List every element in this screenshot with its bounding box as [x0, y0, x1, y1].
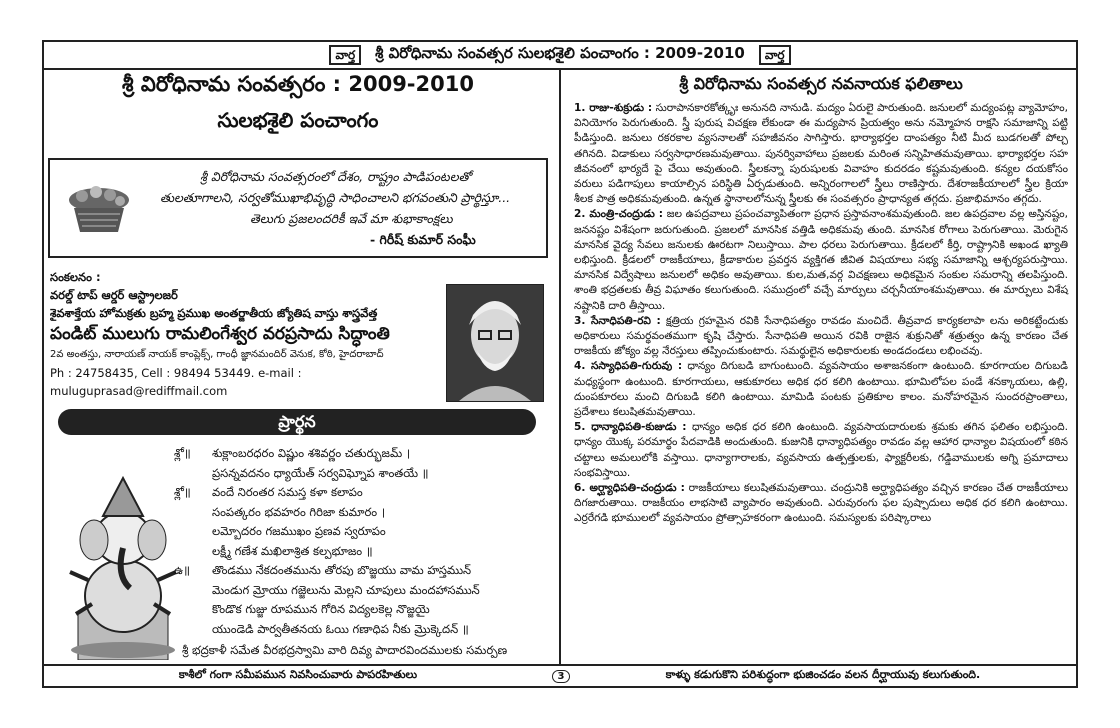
compiler-name: పండిట్ ములుగు రామలింగేశ్వర వరప్రసాదు సిద్ధాంతి — [50, 324, 390, 344]
ganesha-illustration-icon — [58, 464, 188, 660]
vaartha-logo-right: వార్త — [759, 45, 791, 65]
right-title: శ్రీ విరోధినామ సంవత్సర నవనాయక ఫలితాలు — [679, 74, 963, 93]
paragraph-text: జల ఉపద్రవాలు ప్రపంచవ్యాపితంగా ప్రధాన ప్రస్తావనాంశమవుతుంది. జల ఉపద్రవాల వల్ల అస్తినష్టం, జననష్టం విశేషంగా జరుగుతుంది. ప్రజలలో మానసిక వత్తిడి అధికమవు తుంది. మానసిక రోగాలు పెరుగుతాయి. మెరుగైన మానసిక వైద్య సేవలు జనులకు ఊరటగా నిలుస్తాయి. పాల ధరలు పెరుగుతాయి. క్రీడలలో కీర్తి, రాష్ట్రానికి అఖండ ఖ్యాతి లభిస్తుంది. క్రీడలలో రాజకీయాలు, క్రీడాకారుల ప్రవర్తన వ్యక్తిగత జీవిత విషయాలు సభ్య సమాజాన్ని ఆశ్చర్యపరుస్తాయి. మానసిక విద్వేషాలు జనులలో అధికం అవుతాయి. కుల,మత,వర్గ విచక్షణలు అధికమైన సంకుల సమరాన్ని తలపిస్తుంది. శాంతి భద్రతలకు తీవ్ర విఘాతం కలుగుతుంది. సముద్రంలో వచ్చే మార్పులు చర్చనీయాంశమవుతాయి. ఈ మార్పులు విశేష నష్టానికి దారి తీస్తాయి. — [574, 208, 1068, 312]
page — [42, 40, 1078, 688]
paragraph — [574, 481, 1068, 527]
verse-block — [174, 561, 546, 639]
paragraph-text: సురాపానకారకోత్కృః అనునది నానుడి. మద్యం ఏరులై పారుతుంది. జనులలో మద్యంపట్ల వ్యామోహం, వినియోగం పెరుగుతుంది. స్త్రీ పురుష విచక్షణ లేకుండా ఈ మద్యపాన ప్రియత్వం అను నమ్మోహన రాక్షసి సమాజాన్ని పట్టి పీడిస్తుంది. జనులు రకరకాల వ్యసనాలతో సహజీవనం సాగిస్తారు. భార్యాభర్తల దాంపత్యం నీటి మీద బుడగలతో పోల్చ తగినది. విడాకులు సర్వసాధారణమవుతాయి. పునర్వివాహాలు ప్రజలకు మరింత సన్నిహితమవుతాయి. భార్యాభర్తల సహ జీవనంలో భార్యదే పై చేయి అవుతుంది. స్త్రీలకన్నా పురుషులకు వివాహం కుదరడం కష్టమవుతుంది. కన్యల దయకోసం వరులు పడిగాపులు కాయాల్సిన పరిస్థితి ఏర్పడుతుంది. అన్నిరంగాలలో స్త్రీలు రాణిస్తారు. దేశరాజకీయాలలో స్త్రీల క్రియా శీలక పాత్ర అధికమవుతుంది. ఉన్నత స్థానాలలోనున్న స్త్రీలకు ఈ సంవత్సరం ప్రాధాన్యత తగ్గదు. ప్రజాభిమానం తగ్గదు. — [574, 102, 1068, 206]
greeting-line-1: శ్రీ విరోధినామ సంవత్సరంలో దేశం, రాష్ట్రం పాడిపంటలతో — [200, 169, 471, 184]
verse-line: శుక్లాంబరధరం విష్ణుం శశివర్ణం చతుర్భుజమ్ । — [212, 446, 411, 460]
verse-tag: ఉ॥ — [174, 563, 191, 577]
portrait-icon — [447, 285, 543, 401]
prayer-verses — [174, 444, 546, 661]
column-divider — [552, 70, 568, 664]
vaartha-logo-left: వార్త — [329, 45, 361, 65]
page-footer — [44, 664, 1076, 686]
footer-right-text: కాళ్ళు కడుగుకొని పరిశుద్ధంగా భుజించడం వలన దీర్ఘాయువు కలుగుతుంది. — [665, 668, 981, 681]
verse-line: మెండుగ మ్రోయు గజ్జెలును మెల్లని చూపులు మందహాసమున్ — [212, 582, 480, 597]
footer-left-text: కాశీలో గంగా సమీపమున నివసించువారు పాపరహితులు — [178, 668, 418, 681]
left-column — [44, 70, 552, 664]
verse-line: తొండము నేకదంతమును తోరపు బొజ్జయు వామ హస్తమున్ — [212, 563, 472, 577]
verse-line: లక్ష్మీ గణేశ మఖిలాశ్రిత కల్పభూజం ॥ — [212, 543, 373, 558]
paragraph — [574, 314, 1068, 360]
page-number: 3 — [552, 670, 570, 683]
left-subtitle: సులభశైలి పంచాంగం — [217, 108, 379, 132]
paragraph — [574, 359, 1068, 420]
right-column — [568, 70, 1076, 664]
compiler-contact: Ph : 24758435, Cell : 98494 53449. e-mail : muluguprasad@rediffmail.com — [50, 366, 302, 398]
greeting-line-3: తెలుగు ప్రజలందరికీ ఇవే మా శుభాకాంక్షలు — [250, 211, 453, 226]
flower-basket-icon — [64, 184, 134, 236]
paragraph-heading: 4. సస్యాధిపతి-గురువు : — [574, 360, 683, 373]
paragraph — [574, 207, 1068, 313]
verse-tag: శ్లో॥ — [174, 485, 191, 499]
paragraph — [574, 101, 1068, 207]
paragraph-text: క్షత్రియ గ్రహమైన రవికి సేనాధిపత్యం రావడం మంచిదే. తీవ్రవాద కార్యకలాపా లను అరికట్టేందుకు అధికారులు సమర్థవంతముగా కృషి చేస్తారు. సేనాధిపతి అయిన రవికి రాజైన శుక్రునితో శత్రుత్వం ఉన్న కారణం చేత రాజకీయ జోక్యం వల్ల నేరస్తులు తప్పించుకుంటారు. సమర్థులైన అధికారులకు అండదండలు లభించవు. — [574, 314, 1068, 358]
greeting-line-2: తులతూగాలని, సర్వతోముఖాభివృద్ధి సాధించాలని భగవంతుని ప్రార్థిస్తూ... — [160, 190, 511, 205]
verse-block — [174, 444, 546, 483]
paragraph — [574, 420, 1068, 481]
compiler-label: సంకలనం : — [50, 270, 101, 284]
verse-tag: శ్లో॥ — [174, 446, 191, 460]
greeting-box — [48, 158, 548, 258]
compiler-address: 2వ అంతస్తు, నారాయణ్ నాయక్ కాంప్లెక్స్, గాంధీ జ్ఞానమందిర్ వెనుక, కోఠి, హైదరాబాద్ — [50, 349, 384, 360]
page-header-title: శ్రీ విరోధినామ సంవత్సర సులభశైలి పంచాంగం : 2009-2010 — [375, 44, 745, 62]
greeting-signature: - గిరీష్ కుమార్ సంఘీ — [370, 232, 476, 247]
verse-block — [174, 483, 546, 561]
paragraph-heading: 5. ధాన్యాధిపతి-కుజుడు : — [574, 421, 687, 434]
compiler-line-1: వరల్డ్ టాప్ ఆర్డర్ ఆస్ట్రాలజర్ — [50, 288, 178, 302]
compiler-line-2: శైవశాక్తేయ హోమక్రతు బ్రహ్మ ప్రముఖ అంతర్జాతీయ జ్యోతిష వాస్తు శాస్త్రవేత్త — [50, 306, 378, 320]
verse-line: యుండెడి పార్వతీతనయ ఓయి గణాధిప నీకు మ్రొక్కెదన్ ॥ — [212, 621, 469, 636]
verse-line: సంపత్కరం భవహరం గిరిజా కుమారం । — [212, 504, 386, 519]
paragraph-text: రాజకీయాలు కలుషితమవుతాయి. చంద్రునికి అర్ఘ్యాధిపత్యం వచ్చిన కారణం చేత రాజకీయాలు దిగజారుతాయి. రాజకీయం లాభసాటి వ్యాపారం అవుతుంది. ఎరువురంగు ఫల పుష్పాదులు అధిక ధర కలిగి ఉంటాయి. ఎర్రరేగడి భూములలో వ్యవసాయం ప్రోత్సాహకరంగా ఉంటుంది. సమస్యలకు పరిష్కారాలు — [574, 482, 1069, 525]
verse-line: లమ్బోదరం గజముఖం ప్రణవ స్వరూపం — [212, 524, 386, 538]
paragraph-text: ధాన్యం దిగుబడి బాగుంటుంది. వ్యవసాయం అశాజనకంగా ఉంటుంది. కూరగాయల దిగుబడి మధ్యస్థంగా ఉంటుంది. కూరగాయలు, ఆకుకూరలు అధిక ధర కలిగి ఉంటాయి. భూమిలోపల పండే శనక్కాయలు, ఉల్లి, దుంపకూరలు మంచి దిగుబడి కలిగి ఉంటాయి. మామిడి పంటకు ప్రతికూల కాలం. మనోహరమైన సుందరప్రాంతాలు, ప్రదేశాలు కలుషితమవుతాయి. — [574, 360, 1069, 419]
paragraph-text: ధాన్యం అధిక ధర కలిగి ఉంటుంది. వ్యవసాయదారులకు శ్రమకు తగిన ఫలితం లభిస్తుంది. ధాన్యం యొక్క పరమార్థం పేదవాడికి అందుతుంది. కుజునికి ధాన్యాధిపత్యం రావడం వల్ల ఆహార ధాన్యాల విషయంలో కఠిన చట్టాలు అమలులోకి వస్తాయి. ధాన్యాగారాలకు, వ్యవసాయ ఉత్పత్తులకు, ఫ్యాక్టరీలకు, గడ్డివాములకు అగ్ని ప్రమాదాలు సంభవిస్తాయి. — [574, 421, 1068, 479]
verse-line: కొండొక గుజ్జు రూపమున గోరిన విద్యలకెల్ల నొజ్జయై — [212, 602, 430, 616]
compiler-info — [50, 268, 440, 400]
page-header — [44, 42, 1076, 70]
paragraph-heading: 3. సేనాధిపతి-రవి : — [574, 314, 661, 327]
verse-dedication: శ్రీ భద్రకాళీ సమేత వీరభద్రస్వామి వారి దివ్య పాదారవిందములకు సమర్పణ — [182, 643, 508, 657]
prayer-heading: ప్రార్థన — [58, 409, 536, 435]
paragraph-heading: 1. రాజు-శుక్రుడు : — [574, 102, 653, 114]
paragraph-heading: 2. మంత్రి-చంద్రుడు : — [574, 208, 664, 221]
verse-line: ప్రసన్నవదనం ధ్యాయేత్ సర్వవిఘ్నోప శాంతయే ॥ — [212, 465, 429, 480]
verse-line: వందే నిరంతర సమస్త కళా కలాపం — [212, 485, 363, 499]
left-title: శ్రీ విరోధినామ సంవత్సరం : 2009-2010 — [122, 72, 474, 96]
author-photo — [446, 284, 544, 402]
paragraph-heading: 6. అర్ఘ్యాధిపతి-చంద్రుడు : — [574, 482, 685, 495]
